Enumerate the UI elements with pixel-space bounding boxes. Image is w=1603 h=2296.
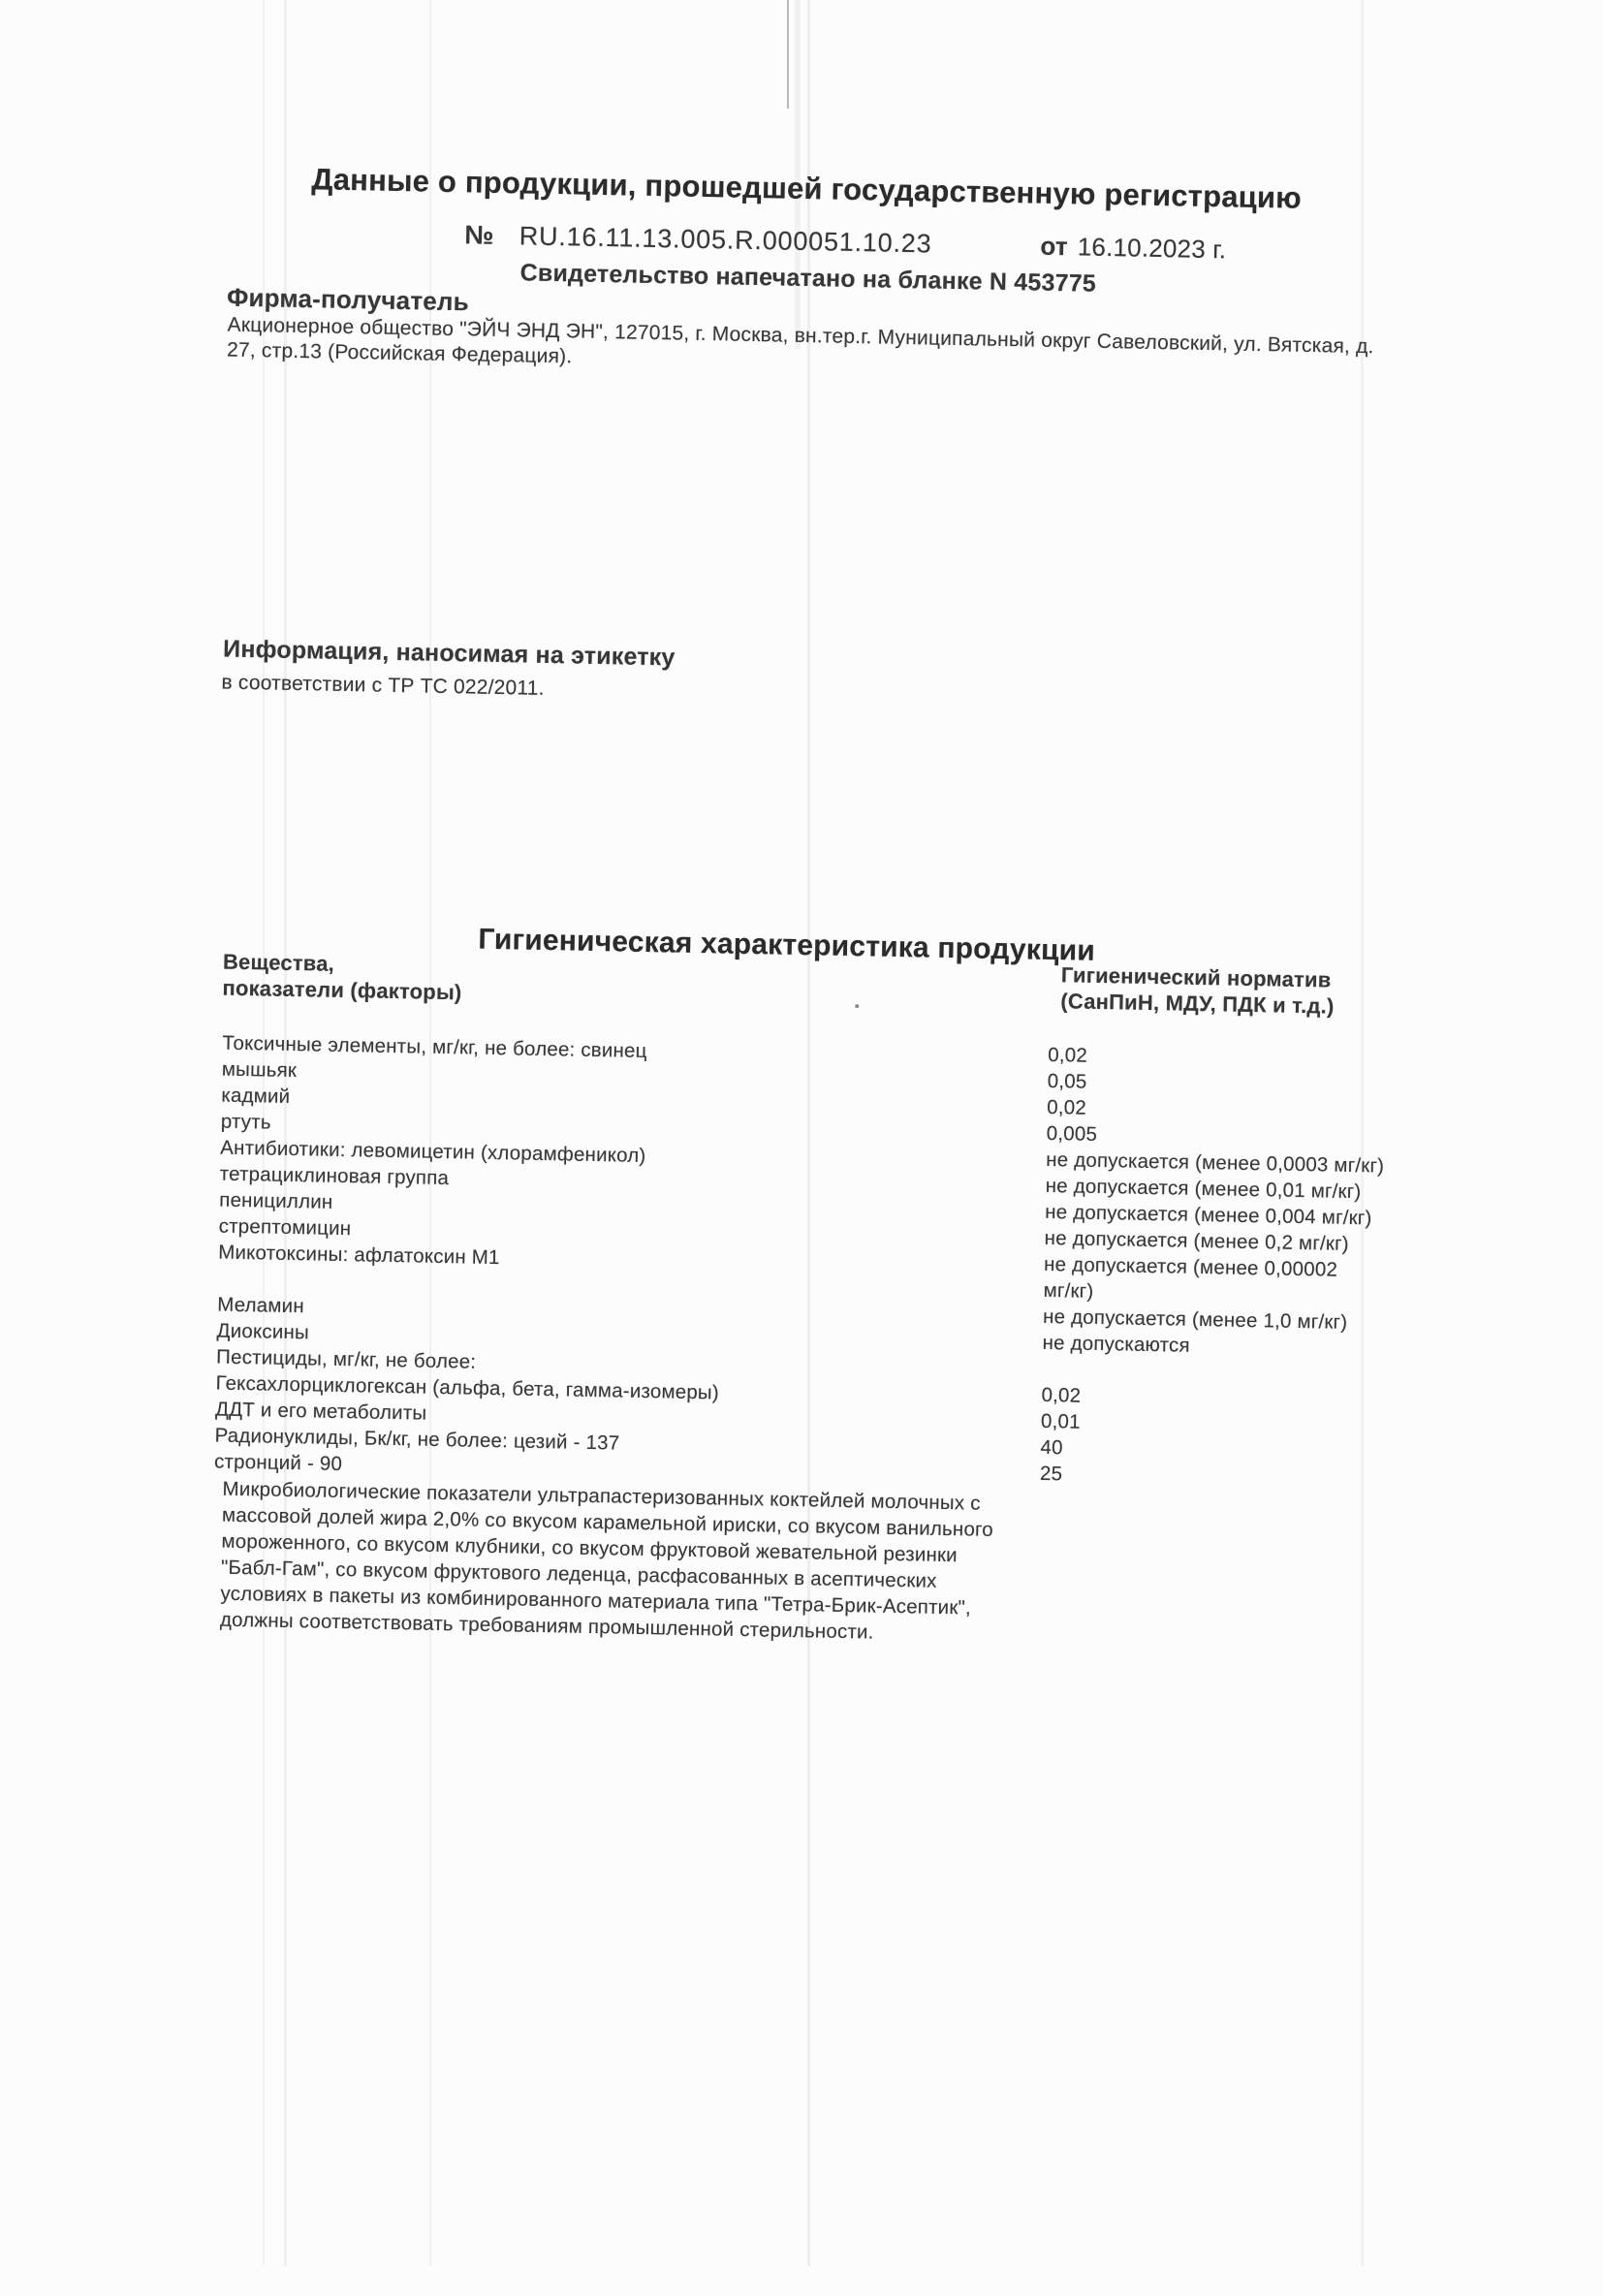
norm-line: 0,005 [1046, 1121, 1098, 1146]
substances-column-header: Вещества, показатели (факторы) [222, 949, 462, 1005]
norm-line: 25 [1039, 1462, 1063, 1486]
norm-line: не допускаются [1042, 1331, 1191, 1357]
norm-line: не допускается (менее 0,004 мг/кг) [1044, 1200, 1372, 1230]
norms-list [1040, 1042, 1456, 1494]
norm-line: 0,02 [1048, 1043, 1088, 1067]
page-title: Данные о продукции, прошедшей государственную регистрацию [311, 162, 1303, 215]
registration-date: 16.10.2023 г. [1077, 232, 1227, 265]
substance-line: стронций - 90 [213, 1450, 343, 1476]
substance-line: Диоксины [216, 1319, 310, 1344]
substance-line: тетрациклиновая группа [219, 1162, 450, 1190]
number-sign: № [464, 220, 495, 250]
recipient-label: Фирма-получатель [226, 282, 470, 317]
norm-line: не допускается (менее 0,2 мг/кг) [1044, 1226, 1350, 1255]
norm-line: не допускается (менее 0,0003 мг/кг) [1046, 1148, 1385, 1178]
microbiology-note: Микробиологические показатели ультрапастеризованных коктейлей молочных с массовой долей жира 2,0% со вкусом карамельной ириски, со вкусом ванильного мороженного, со вкусом клубники, со вкусом фруктовой жевательной резинки "Бабл-Гам", со вкусом фруктового леденца, расфасованных в асептических условиях в пакеты из комбинированного материала типа "Тетра-Брик-Асептик", должны соответствовать требованиям промышленной стерильности. [219, 1477, 994, 1644]
substance-line: Гексахлорциклогексан (альфа, бета, гамма-изомеры) [215, 1371, 720, 1404]
date-label: от [1040, 231, 1069, 262]
label-info-subheading: в соответствии с ТР ТС 022/2011. [221, 671, 545, 700]
registration-number: RU.16.11.13.005.R.000051.10.23 [519, 221, 932, 259]
norm-line: не допускается (менее 1,0 мг/кг) [1042, 1305, 1348, 1334]
norm-line: 0,01 [1040, 1409, 1081, 1433]
certificate-blank-note: Свидетельство напечатано на бланке N 453775 [519, 259, 1097, 298]
substance-line: Микотоксины: афлатоксин М1 [218, 1241, 500, 1270]
substance-line: Радионуклиды, Бк/кг, не более: цезий - 137 [214, 1424, 620, 1455]
substance-line: Меламин [216, 1293, 305, 1318]
registration-number-line [464, 220, 1226, 265]
label-info-heading: Информация, наносимая на этикетку [222, 635, 676, 672]
substance-line: Токсичные элементы, мг/кг, не более: свинец [222, 1031, 647, 1063]
norm-line: 0,05 [1047, 1069, 1087, 1093]
norm-line: 0,02 [1047, 1095, 1087, 1119]
norm-line: не допускается (менее 0,01 мг/кг) [1045, 1174, 1362, 1204]
recipient-address: Акционерное общество "ЭЙЧ ЭНД ЭН", 127015, г. Москва, вн.тер.г. Муниципальный округ Савеловский, ул. Вятская, д. 27, стр.13 (Российская Федерация). [226, 313, 1374, 368]
substance-line: ДДТ и его метаболиты [214, 1398, 427, 1425]
norm-line: 0,02 [1041, 1383, 1082, 1407]
norm-line: 40 [1040, 1435, 1063, 1460]
hygiene-heading: Гигиеническая характеристика продукции [478, 923, 1096, 967]
scan-dot-artifact [855, 1004, 859, 1008]
substance-line: мышьяк [221, 1057, 298, 1083]
substance-line: Пестициды, мг/кг, не более: [215, 1345, 477, 1373]
substance-line: кадмий [221, 1084, 291, 1108]
norm-line: не допускается (менее 0,00002 мг/кг) [1043, 1252, 1338, 1303]
substance-line: стрептомицин [218, 1214, 352, 1241]
substances-list [214, 1030, 979, 1490]
substance-line: Антибиотики: левомицетин (хлорамфеникол) [220, 1136, 646, 1168]
substance-line: пенициллин [219, 1188, 333, 1213]
substance-line: ртуть [220, 1110, 271, 1134]
norms-column-header: Гигиенический норматив (СанПиН, МДУ, ПДК и т.д.) [1060, 962, 1335, 1019]
